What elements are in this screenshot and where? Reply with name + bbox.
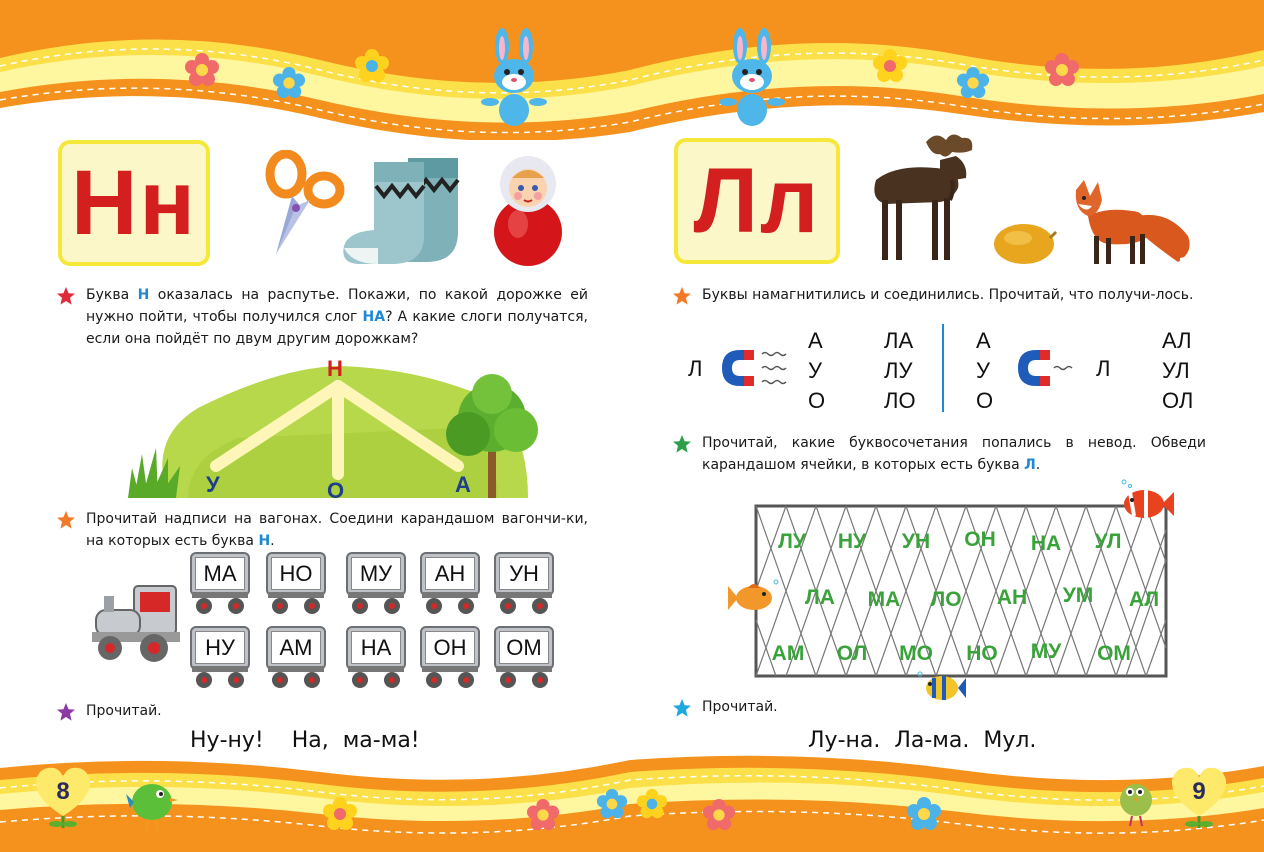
flower-icon (636, 788, 668, 820)
wagon-label: НО (271, 557, 321, 590)
wagon-label: ОМ (499, 631, 549, 664)
flower-icon (272, 66, 306, 100)
wagon[interactable] (344, 552, 408, 618)
net-cell[interactable]: УЛ (1094, 530, 1122, 553)
letter-title: Лл (693, 149, 821, 252)
net-cell[interactable]: МУ (1030, 640, 1062, 663)
net-cell[interactable]: НА (1030, 532, 1062, 555)
locomotive-icon (88, 580, 184, 666)
net-cell[interactable]: МО (899, 642, 933, 665)
blue-fish-icon (916, 666, 968, 706)
reading-line: Ну-ну! На, ма-ма! (190, 728, 420, 753)
orange-star-icon (672, 286, 692, 306)
wagon[interactable] (492, 626, 556, 692)
blue-star-icon (672, 698, 692, 718)
goldfish-icon (726, 576, 780, 618)
wagon[interactable] (492, 552, 556, 618)
syllable: УЛ (1162, 358, 1190, 383)
wagon-label: АН (425, 557, 475, 590)
vowel: О (808, 388, 826, 413)
letter-title: Нн (70, 151, 197, 254)
bunny-icon (714, 28, 790, 128)
bottom-decorative-border (0, 748, 1264, 852)
page-number-right: 9 (1192, 778, 1206, 805)
crossroads-letter-top: Н (327, 356, 343, 381)
magnet-icon (1014, 344, 1080, 392)
purple-star-icon (56, 702, 76, 722)
wagon-label: НУ (195, 631, 245, 664)
flower-icon (354, 48, 390, 84)
scissors-icon (262, 150, 348, 260)
fox-icon (1068, 176, 1196, 268)
clownfish-icon (1120, 478, 1176, 528)
reading-line: Лу-на. Ла-ма. Мул. (808, 728, 1037, 753)
flower-icon (956, 66, 990, 100)
syllable: ЛО (884, 388, 916, 413)
orange-star-icon (56, 510, 76, 530)
vowel: А (808, 328, 823, 353)
wagon[interactable] (264, 626, 328, 692)
syllable-column (1162, 326, 1193, 416)
letter-card-l (674, 138, 840, 264)
magnet-single-letter: Л (1096, 356, 1111, 381)
task-net-text (702, 432, 1206, 476)
flower-icon (526, 798, 560, 832)
vowel-column (976, 326, 993, 416)
task-read-text: Прочитай. (86, 703, 162, 719)
wagon-label: МА (195, 557, 245, 590)
vowel: О (976, 388, 994, 413)
syllable: ЛУ (884, 358, 913, 383)
task-train-text (86, 508, 588, 552)
roly-poly-doll-icon (488, 150, 568, 268)
task-magnet-text: Буквы намагнитились и соединились. Прочитай, что получи-лось. (702, 287, 1194, 303)
net-cell[interactable]: НУ (837, 530, 867, 553)
wagon[interactable] (418, 552, 482, 618)
net-cell[interactable]: УМ (1062, 584, 1094, 607)
highlight-letter: Н (137, 287, 150, 303)
magnet-single-letter: Л (688, 356, 703, 381)
wagon-label: ОН (425, 631, 475, 664)
vowel: У (808, 358, 822, 383)
net-cell[interactable]: НО (966, 642, 998, 665)
task-crossroads-text (86, 284, 588, 350)
task-read-text: Прочитай. (702, 699, 778, 715)
crossroads-letter-right: А (455, 472, 471, 497)
highlight-syllable: НА (362, 309, 386, 325)
net-cell[interactable]: МА (867, 588, 901, 611)
bird-icon (126, 772, 178, 834)
letter-card-n (58, 140, 210, 266)
task-text: Прочитай надписи на вагонах. Соедини карандашом вагончи-ки, на которых есть буква (86, 511, 588, 549)
vowel: У (976, 358, 990, 383)
flower-icon (322, 796, 358, 832)
socks-icon (338, 152, 474, 268)
highlight-letter: Л (1024, 457, 1036, 473)
wagon[interactable] (418, 626, 482, 692)
page-number-left: 8 (56, 778, 70, 805)
task-text: ? А какие слоги получатся, если она пойдёт по двум другим дорожкам? (86, 309, 588, 347)
net-cell[interactable]: АЛ (1128, 588, 1160, 611)
vowel-column (808, 326, 825, 416)
highlight-letter: Н (258, 533, 271, 549)
net-cell[interactable]: ЛУ (778, 530, 806, 553)
flower-icon (596, 788, 628, 820)
net-cell[interactable]: УН (901, 530, 931, 553)
red-star-icon (56, 286, 76, 306)
syllable-column (884, 326, 916, 416)
net-cell[interactable]: ОМ (1097, 642, 1131, 665)
net-cell[interactable]: ЛА (805, 586, 835, 609)
wagon-label: УН (499, 557, 549, 590)
task-text: . (270, 533, 275, 549)
task-text: оказалась на распутье. Покажи, по какой дорожке ей нужно пойти, чтобы получился слог (86, 287, 588, 325)
wagon-label: НА (351, 631, 401, 664)
task-text: Буква (86, 287, 138, 303)
net-cell[interactable]: ЛО (930, 588, 962, 611)
syllable: АЛ (1162, 328, 1192, 353)
task-text: Прочитай, какие буквосочетания попались в невод. Обведи карандашом ячейки, в которых есть буква (702, 435, 1206, 473)
bunny-icon (476, 28, 552, 128)
flower-icon (184, 52, 220, 88)
net-cell[interactable]: ОЛ (836, 642, 868, 665)
net-cell[interactable]: ОН (964, 528, 996, 551)
net-cell[interactable]: АН (996, 586, 1028, 609)
divider (942, 324, 944, 412)
task-text: . (1035, 457, 1041, 473)
wagon-label: АМ (271, 631, 321, 664)
net-cell[interactable]: АМ (771, 642, 805, 665)
flower-icon (872, 48, 908, 84)
syllable: ОЛ (1162, 388, 1194, 413)
bird-icon (1116, 774, 1156, 828)
lemon-icon (990, 218, 1058, 268)
flower-icon (906, 796, 942, 832)
wagon[interactable] (188, 626, 252, 692)
wagon[interactable] (188, 552, 252, 618)
flower-icon (1044, 52, 1080, 88)
flower-icon (702, 798, 736, 832)
crossroads-letter-left: У (206, 472, 220, 497)
syllable: ЛА (884, 328, 914, 353)
green-star-icon (672, 434, 692, 454)
wagon[interactable] (264, 552, 328, 618)
wagon-label: МУ (351, 557, 401, 590)
wagon[interactable] (344, 626, 408, 692)
moose-icon (856, 130, 982, 266)
crossroads-letter-middle: О (327, 478, 345, 503)
magnet-icon (718, 344, 796, 392)
vowel: А (976, 328, 991, 353)
